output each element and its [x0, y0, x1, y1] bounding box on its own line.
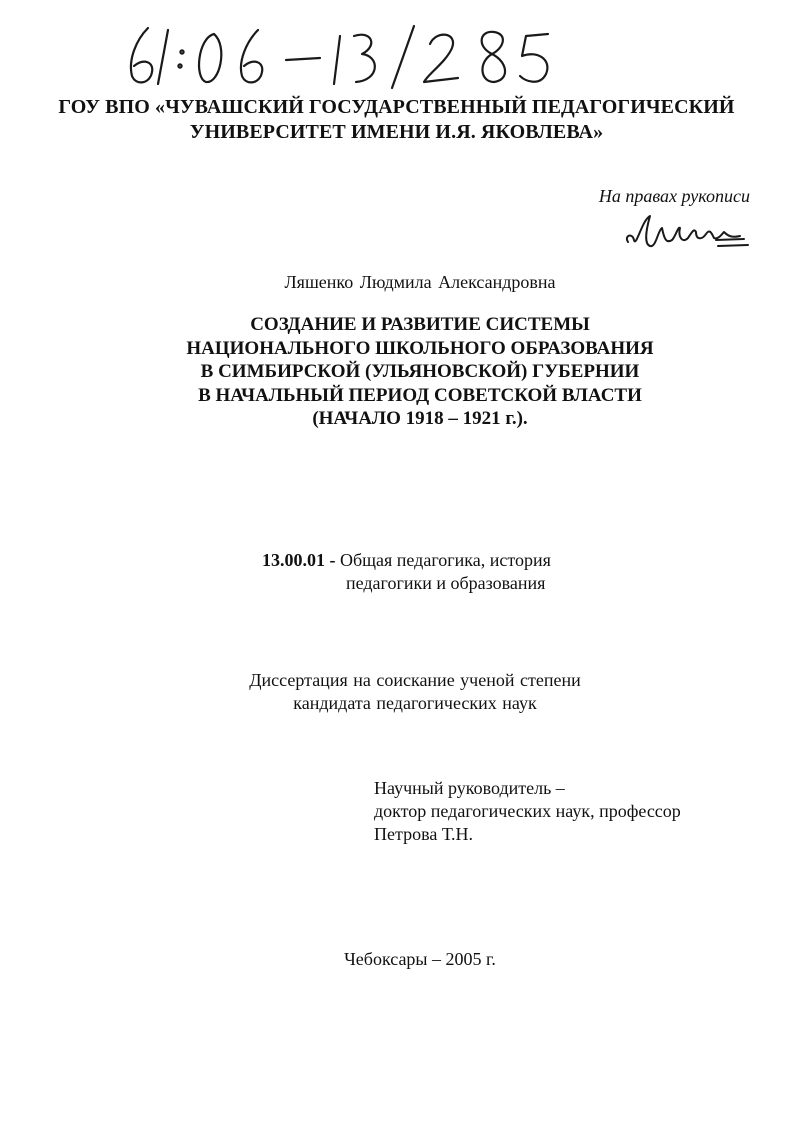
supervisor-line-1: Научный руководитель –: [374, 778, 565, 798]
specialty-line-1: Общая педагогика, история: [340, 550, 551, 570]
institution-name: [40, 95, 753, 145]
specialty-line-2: педагогики и образования: [346, 573, 546, 593]
institution-line-2: УНИВЕРСИТЕТ ИМЕНИ И.Я. ЯКОВЛЕВА»: [189, 121, 604, 143]
supervisor-line-3: Петрова Т.Н.: [374, 824, 474, 844]
thesis-title-line-3: В СИМБИРСКОЙ (УЛЬЯНОВСКОЙ) ГУБЕРНИИ: [200, 361, 640, 382]
signature-drawing: [620, 210, 755, 258]
manuscript-rights-note: На правах рукописи: [598, 186, 750, 206]
scientific-supervisor: [374, 777, 774, 846]
archive-number-handwriting: [118, 18, 578, 90]
handwritten-signature: [620, 210, 755, 258]
author-name: Ляшенко Людмила Александровна: [284, 272, 556, 292]
thesis-title-line-4: В НАЧАЛЬНЫЙ ПЕРИОД СОВЕТСКОЙ ВЛАСТИ: [198, 384, 642, 406]
specialty-block: [262, 549, 662, 595]
thesis-title-line-2: НАЦИОНАЛЬНОГО ШКОЛЬНОГО ОБРАЗОВАНИЯ: [186, 337, 654, 359]
thesis-title-line-1: СОЗДАНИЕ И РАЗВИТИЕ СИСТЕМЫ: [250, 314, 590, 335]
supervisor-line-2: доктор педагогических наук, профессор: [374, 801, 681, 821]
institution-line-1: ГОУ ВПО «ЧУВАШСКИЙ ГОСУДАРСТВЕННЫЙ ПЕДАГОГИЧЕСКИЙ: [58, 96, 735, 118]
degree-line-1: Диссертация на соискание ученой степени: [249, 670, 581, 690]
thesis-title: [60, 313, 780, 431]
degree-line-2: кандидата педагогических наук: [293, 693, 537, 713]
degree-statement: [180, 669, 650, 715]
thesis-title-line-5: (НАЧАЛО 1918 – 1921 г.).: [312, 408, 528, 429]
specialty-separator: -: [325, 550, 340, 570]
city-and-year: Чебоксары – 2005 г.: [344, 949, 496, 969]
specialty-code: 13.00.01: [262, 550, 325, 570]
handwritten-archive-number: [118, 18, 578, 90]
